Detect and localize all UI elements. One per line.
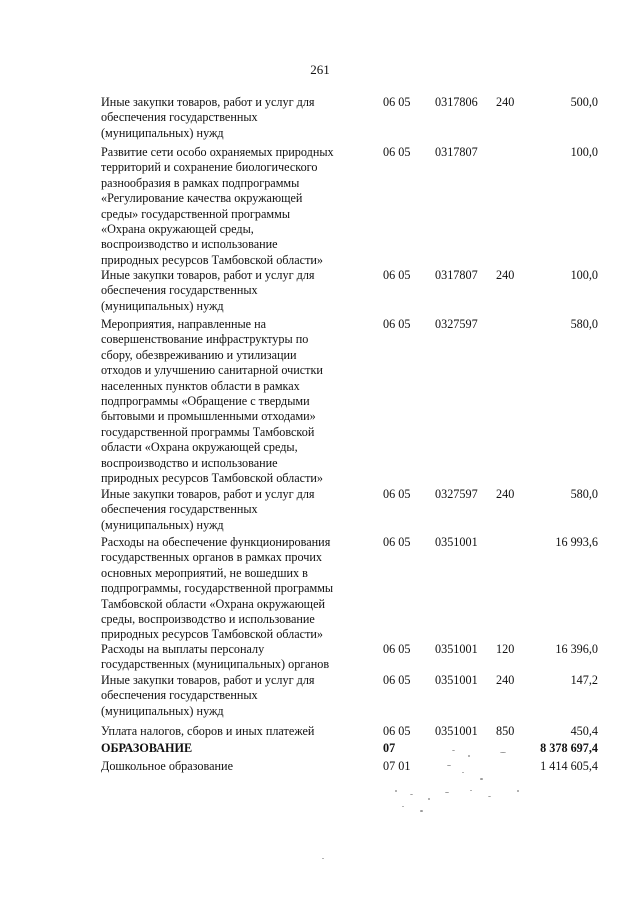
description-line: совершенствование инфраструктуры по: [101, 332, 309, 347]
description-line: государственной программы Тамбовской: [101, 424, 315, 439]
description-line: обеспечения государственных: [101, 688, 258, 703]
description-line: области «Охрана окружающей среды,: [101, 440, 298, 455]
description-line: Расходы на обеспечение функционирования: [101, 535, 331, 549]
description-line: природных ресурсов Тамбовской области»: [101, 627, 324, 642]
section-code: 06 05: [383, 487, 411, 501]
page-number: 261: [310, 62, 330, 77]
row-description: [101, 642, 369, 673]
description-line: обеспечения государственных: [101, 283, 258, 298]
description-line: обеспечения государственных: [101, 502, 258, 517]
expense-type-code: 240: [496, 268, 515, 282]
target-code: 0317807: [435, 145, 478, 159]
section-code: 07: [383, 741, 396, 755]
description-line: среды» государственной программы: [101, 206, 291, 221]
expense-type-code: 240: [496, 95, 515, 109]
row-description: [101, 673, 369, 719]
description-line: «Регулирование качества окружающей: [101, 191, 303, 206]
description-line: (муниципальных) нужд: [101, 517, 224, 532]
section-code: 06 05: [383, 724, 411, 738]
target-code: 0317806: [435, 95, 478, 109]
expense-type-code: 240: [496, 487, 515, 501]
amount-value: 580,0: [570, 317, 598, 331]
description-line: «Охрана окружающей среды,: [101, 222, 254, 237]
amount-value: 8 378 697,4: [540, 741, 598, 755]
row-description: [101, 535, 369, 643]
amount-value: 100,0: [570, 145, 598, 159]
description-line: ОБРАЗОВАНИЕ: [101, 741, 193, 755]
description-line: Иные закупки товаров, работ и услуг для: [101, 673, 315, 687]
description-line: Расходы на выплаты персоналу: [101, 642, 265, 656]
description-line: государственных органов в рамках прочих: [101, 550, 323, 565]
description-line: (муниципальных) нужд: [101, 125, 224, 140]
description-line: сбору, обезвреживанию и утилизации: [101, 347, 297, 362]
amount-value: 450,4: [570, 724, 598, 738]
amount-value: 580,0: [570, 487, 598, 501]
description-line: разнообразия в рамках подпрограммы: [101, 175, 300, 190]
section-code: 06 05: [383, 642, 411, 656]
target-code: 0327597: [435, 487, 478, 501]
description-line: Иные закупки товаров, работ и услуг для: [101, 95, 315, 109]
amount-value: 16 993,6: [555, 535, 598, 549]
description-line: Уплата налогов, сборов и иных платежей: [101, 724, 315, 738]
description-line: воспроизводство и использование: [101, 455, 278, 470]
description-line: Иные закупки товаров, работ и услуг для: [101, 268, 315, 282]
description-line: бытовыми и промышленными отходами»: [101, 409, 316, 424]
description-line: Мероприятия, направленные на: [101, 317, 267, 331]
target-code: 0351001: [435, 535, 478, 549]
amount-value: 100,0: [570, 268, 598, 282]
description-line: государственных (муниципальных) органов: [101, 657, 330, 672]
row-description: [101, 317, 369, 486]
description-line: Тамбовской области «Охрана окружающей: [101, 596, 326, 611]
amount-value: 1 414 605,4: [540, 759, 598, 773]
row-description: [101, 759, 369, 774]
amount-value: 500,0: [570, 95, 598, 109]
row-description: [101, 95, 369, 141]
section-code: 06 05: [383, 268, 411, 282]
description-line: населенных пунктов области в рамках: [101, 378, 300, 393]
description-line: природных ресурсов Тамбовской области»: [101, 252, 324, 267]
target-code: 0351001: [435, 673, 478, 687]
expense-type-code: 120: [496, 642, 515, 656]
expense-type-code: 850: [496, 724, 515, 738]
description-line: (муниципальных) нужд: [101, 703, 224, 718]
target-code: 0351001: [435, 724, 478, 738]
row-description: [101, 145, 369, 268]
description-line: (муниципальных) нужд: [101, 298, 224, 313]
section-code: 06 05: [383, 535, 411, 549]
target-code: 0317807: [435, 268, 478, 282]
description-line: подпрограммы, государственной программы: [101, 581, 334, 596]
section-code: 06 05: [383, 145, 411, 159]
row-description: [101, 741, 369, 756]
description-line: Развитие сети особо охраняемых природных: [101, 145, 334, 159]
description-line: Дошкольное образование: [101, 759, 233, 773]
amount-value: 147,2: [570, 673, 598, 687]
description-line: основных мероприятий, не вошедших в: [101, 565, 308, 580]
row-description: [101, 268, 369, 314]
description-line: воспроизводство и использование: [101, 237, 278, 252]
description-line: отходов и улучшению санитарной очистки: [101, 363, 323, 378]
row-description: [101, 487, 369, 533]
target-code: 0327597: [435, 317, 478, 331]
section-code: 06 05: [383, 673, 411, 687]
description-line: подпрограммы «Обращение с твердыми: [101, 394, 310, 409]
description-line: природных ресурсов Тамбовской области»: [101, 471, 324, 486]
expense-type-code: 240: [496, 673, 515, 687]
description-line: Иные закупки товаров, работ и услуг для: [101, 487, 315, 501]
row-description: [101, 724, 369, 739]
section-code: 06 05: [383, 317, 411, 331]
description-line: обеспечения государственных: [101, 110, 258, 125]
description-line: территорий и сохранение биологического: [101, 160, 318, 175]
target-code: 0351001: [435, 642, 478, 656]
section-code: 07 01: [383, 759, 411, 773]
section-code: 06 05: [383, 95, 411, 109]
description-line: среды, воспроизводство и использование: [101, 612, 315, 627]
amount-value: 16 396,0: [555, 642, 598, 656]
